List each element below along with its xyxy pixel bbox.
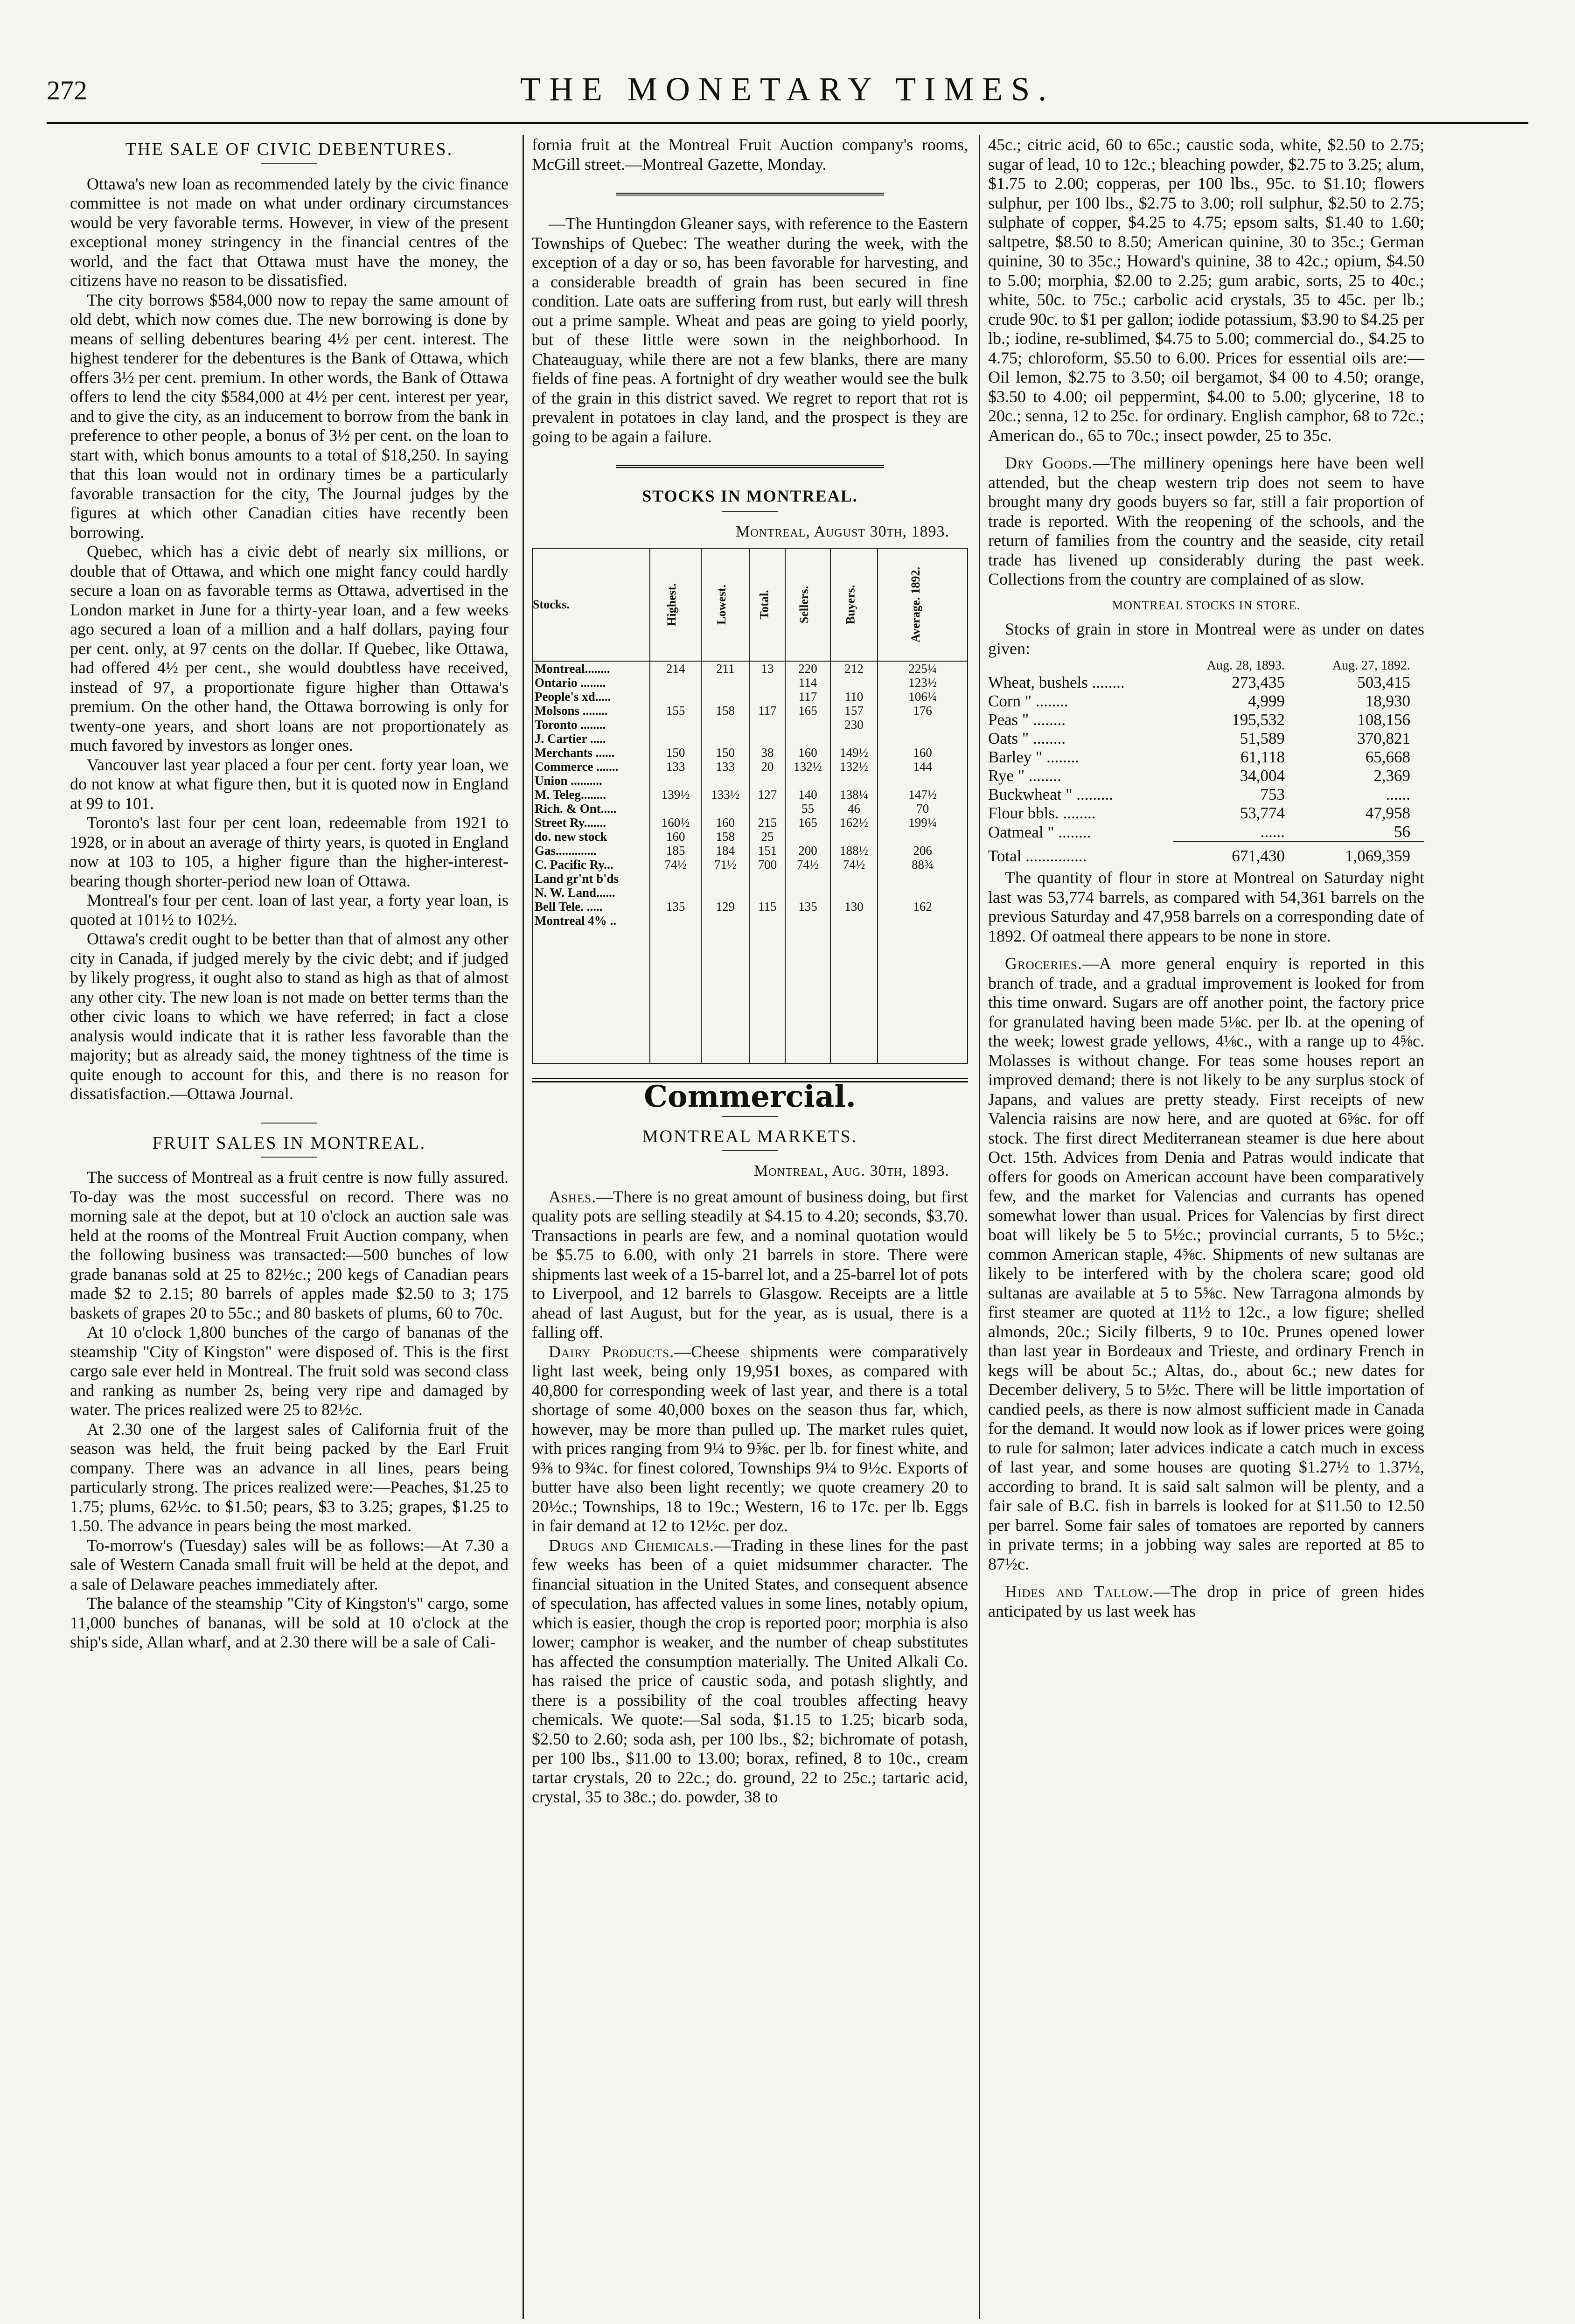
divider (616, 193, 884, 195)
table-row (988, 711, 1424, 729)
divider (261, 163, 317, 164)
paragraph: The city borrows $584,000 now to repay the same amount of old debt, which now comes due. The new borrowing is done by means of selling debentures bearing 4½ per cent. interest. The highest tenderer for the debentures is the Bank of Ottawa, which offers 3½ per cent. premium. In other words, the Bank of Ottawa offers to lend the city $584,000 at 4½ per cent. interest per year, and to give the city, as an inducement to borrow from the bank in preference to other people, a bonus of 3½ per cent. on the loan to start with, which bonus amounts to a total of $18,250. In saying that this loan would not in ordinary times be a particularly favorable transaction for the city, The Journal judges by the figures at which other Canadian cities have recently been borrowing. (70, 290, 509, 542)
table-cell (650, 872, 701, 886)
table-total-row (988, 842, 1424, 865)
divider (261, 1123, 317, 1124)
table-cell: Montreal........ (532, 661, 650, 676)
headline-montreal-markets: MONTREAL MARKETS. (642, 1126, 858, 1146)
table-cell: 74½ (650, 858, 701, 872)
table-cell: Commerce ....... (532, 760, 650, 774)
table-cell: 74½ (785, 858, 830, 872)
table-cell: 13 (749, 661, 785, 676)
table-cell: 53,774 (1240, 804, 1285, 822)
table-cell: 47,958 (1365, 804, 1410, 822)
table-cell: 1,069,359 (1299, 842, 1424, 865)
table-cell: Total ............... (988, 846, 1087, 865)
run-in-label: Dry Goods. (1005, 454, 1093, 472)
table-cell (830, 886, 878, 900)
table-cell: 46 (830, 802, 878, 816)
table-cell: N. W. Land...... (532, 886, 650, 900)
table-cell: 71½ (701, 858, 749, 872)
table-cell: 88¾ (878, 858, 968, 872)
table-cell: C. Pacific Ry... (532, 858, 650, 872)
table-cell (785, 872, 830, 886)
table-cell (878, 732, 968, 746)
table-cell: Ontario ........ (532, 676, 650, 690)
table-cell (701, 718, 749, 732)
table-cell (878, 718, 968, 732)
table-cell: 61,118 (1240, 748, 1285, 766)
table-cell: 130 (830, 900, 878, 914)
paragraph-dairy (532, 1342, 968, 1536)
table-cell: 753 (1260, 785, 1285, 803)
table-cell (830, 774, 878, 788)
table-cell: 115 (749, 900, 785, 914)
table-cell: 133½ (701, 788, 749, 802)
table-cell: 117 (785, 690, 830, 704)
table-cell: 184 (701, 844, 749, 858)
table-cell (749, 732, 785, 746)
table-cell: 132½ (785, 760, 830, 774)
table-row (532, 718, 968, 732)
paragraph: Ottawa's new loan as recommended lately by the civic finance committee is not made on what under ordinary circumstances would be very favorable terms. However, in view of the present exceptional money stringency in the financial centres of the world, and the fact that Ottawa must have the money, the citizens have no reason to be dissatisfied. (70, 174, 509, 290)
column-2 (532, 135, 968, 1807)
divider (722, 1150, 778, 1151)
divider (261, 1157, 317, 1158)
table-cell: 162 (878, 900, 968, 914)
table-cell: 38 (749, 746, 785, 760)
table-cell: Molsons ........ (532, 704, 650, 718)
table-row (532, 788, 968, 802)
table-cell (785, 774, 830, 788)
table-cell: 123½ (878, 676, 968, 690)
column-header (785, 548, 830, 661)
table-cell (650, 732, 701, 746)
table-cell: 150 (701, 746, 749, 760)
table-cell: 230 (830, 718, 878, 732)
table-cell: Merchants ...... (532, 746, 650, 760)
table-cell: 155 (650, 704, 701, 718)
column-header-text: Sellers. (797, 586, 811, 624)
paragraph: fornia fruit at the Montreal Fruit Auction company's rooms, McGill street.—Montreal Gazette, Monday. (532, 135, 968, 174)
column-1 (70, 135, 509, 1652)
table-cell: M. Teleg........ (532, 788, 650, 802)
section-heading-commercial: Commercial. (644, 1079, 856, 1114)
table-cell: Buckwheat " ......... (988, 785, 1113, 803)
table-cell: 139½ (650, 788, 701, 802)
table-cell (701, 872, 749, 886)
paragraph: —The Huntingdon Gleaner says, with reference to the Eastern Townships of Quebec: The weather during the week, with the exception of a day or so, has been favorable for harvesting, and a considerable breadth of grain has been secured in fine condition. Late oats are suffering from rust, but early will thresh out a prime sample. Wheat and peas are going to yield poorly, but of these little were sown in the neighborhood. In Chateauguay, while there are not a few blanks, there are many fields of fine peas. A fortnight of dry weather would see the bulk of the grain in this district saved. We regret to report that rot is prevalent in potatoes in clay land, and the prospect is they are going to be again a failure. (532, 214, 968, 446)
table-row (532, 914, 968, 928)
table-cell (650, 676, 701, 690)
table-cell: 108,156 (1357, 711, 1410, 729)
table-row (988, 823, 1424, 842)
table-cell: Oatmeal " ........ (988, 823, 1091, 841)
headline-civic-debentures: THE SALE OF CIVIC DEBENTURES. (125, 140, 453, 159)
table-row (532, 858, 968, 872)
table-row (532, 830, 968, 844)
table-cell (785, 732, 830, 746)
run-in-label: Groceries. (1005, 954, 1082, 973)
table-cell (878, 914, 968, 928)
table-cell: 162½ (830, 816, 878, 830)
table-row (532, 886, 968, 900)
table-row (532, 900, 968, 914)
column-header (749, 548, 785, 661)
table-cell: Rich. & Ont..... (532, 802, 650, 816)
column-header (878, 548, 968, 661)
paragraph: Toronto's last four per cent loan, redeemable from 1921 to 1928, or in about an average of thirty years, is quoted in England now at 103 to 105, a higher figure than the higher-interest-bearing though shorter-period new loan of Ottawa. (70, 813, 509, 890)
table-cell: do. new stock (532, 830, 650, 844)
table-cell (749, 718, 785, 732)
table-cell: 65,668 (1365, 748, 1410, 766)
column-header-text: Stocks. (533, 598, 570, 611)
column-header (701, 548, 749, 661)
column-header-text: Total. (758, 590, 772, 620)
table-cell: 671,430 (1173, 842, 1299, 865)
table-cell: 25 (749, 830, 785, 844)
table-cell: 20 (749, 760, 785, 774)
stocks-title: STOCKS IN MONTREAL. (642, 487, 858, 505)
table-cell: 157 (830, 704, 878, 718)
table-cell: 211 (701, 661, 749, 676)
table-cell (749, 914, 785, 928)
table-cell: 503,415 (1357, 673, 1410, 691)
table-row (988, 748, 1424, 767)
table-row (988, 692, 1424, 711)
table-cell: 138¼ (830, 788, 878, 802)
table-row (532, 732, 968, 746)
stocks-table (532, 548, 968, 1064)
table-cell (701, 886, 749, 900)
table-cell: Toronto ........ (532, 718, 650, 732)
table-cell: 199¼ (878, 816, 968, 830)
table-cell: 200 (785, 844, 830, 858)
column-header-text: Buyers. (843, 585, 857, 625)
column-header (532, 548, 650, 661)
table-cell: 700 (749, 858, 785, 872)
table-cell: People's xd..... (532, 690, 650, 704)
table-cell: 212 (830, 661, 878, 676)
column-header (650, 548, 701, 661)
table-cell: 135 (785, 900, 830, 914)
table-cell: 144 (878, 760, 968, 774)
table-row (532, 690, 968, 704)
table-cell: 149½ (830, 746, 878, 760)
table-cell (830, 914, 878, 928)
table-cell: 147½ (878, 788, 968, 802)
table-cell (650, 690, 701, 704)
table-cell (650, 774, 701, 788)
column-header-text: Lowest. (715, 585, 729, 625)
grain-table (988, 658, 1424, 865)
page-number: 272 (47, 75, 87, 105)
newspaper-title: THE MONETARY TIMES. (520, 70, 1055, 108)
masthead (28, 70, 1547, 121)
table-cell: 160 (701, 816, 749, 830)
table-cell (749, 676, 785, 690)
table-cell (785, 886, 830, 900)
table-cell: Oats " ........ (988, 729, 1066, 747)
table-row (532, 746, 968, 760)
table-cell: 225¼ (878, 661, 968, 676)
column-header-text: Average. 1892. (909, 567, 923, 642)
table-cell: 4,999 (1248, 692, 1285, 710)
paragraph: At 2.30 one of the largest sales of California fruit of the season was held, the fruit being packed by the Earl Fruit company. There was an advance in all lines, pears being particularly strong. The prices realized were:—Peaches, $1.25 to 1.75; plums, 62½c. to $1.50; pears, $3 to 3.25; grapes, $1.25 to 1.50. The advance in pears being the most marked. (70, 1419, 509, 1535)
table-cell (785, 718, 830, 732)
table-cell: Flour bbls. ........ (988, 804, 1096, 822)
paragraph-text: —The millinery openings here have been well attended, but the cheap western trip does not seem to have brought many dry goods buyers so far, still a fair proportion of trade is reported. With the reopening of the schools, and the return of families from the country and the seaside, city retail trade has livened up considerably during the past week. Collections from the country are complained of as slow. (988, 454, 1424, 588)
subheading-stocks-in-store: MONTREAL STOCKS IN STORE. (1112, 598, 1300, 612)
divider (722, 511, 778, 512)
table-cell: 133 (650, 760, 701, 774)
table-cell (650, 718, 701, 732)
paragraph: Ottawa's credit ought to be better than that of almost any other city in Canada, if judged merely by the civic debt; and if judged by likely progress, it ought also to stand as high as that of almost any other city. The new loan is not made on better terms than the other civic loans to which we have referred; in fact a close analysis would indicate that it is rather less favorable than the majority; but as already said, the money tightness of the time is quite enough to account for this, and there is no reason for dissatisfaction.—Ottawa Journal. (70, 929, 509, 1103)
table-cell: 158 (701, 830, 749, 844)
table-cell: 165 (785, 704, 830, 718)
table-cell: Street Ry....... (532, 816, 650, 830)
table-cell: 55 (785, 802, 830, 816)
paragraph-hides (988, 1582, 1424, 1621)
table-cell: 165 (785, 816, 830, 830)
table-row (988, 673, 1424, 692)
paragraph-text: —There is no great amount of business doing, but first quality pots are selling steadily at $4.15 to 4.20; seconds, $3.70. Transactions in pearls are few, and a nominal quotation would be $5.75 to 6.00, with only 21 barrels in store. There were shipments last week of a 15-barrel lot, and a 25-barrel lot of pots to Liverpool, and 12 barrels to Glasgow. Receipts are a little ahead of last August, but for the year, as is usual, there is a falling off. (532, 1187, 968, 1341)
table-cell (878, 830, 968, 844)
run-in-label: Drugs and Chemicals. (549, 1535, 714, 1555)
paragraph: The balance of the steamship "City of Kingston's" cargo, some 11,000 bunches of bananas, will be sold at 10 o'clock at the ship's side, Allan wharf, and at 2.30 there will be a sale of Cali- (70, 1594, 509, 1651)
table-row (988, 729, 1424, 748)
paragraph-dry-goods (988, 454, 1424, 589)
table-cell (749, 774, 785, 788)
paragraph: Vancouver last year placed a four per cent. forty year loan, we do not know at what figure then, but it is quoted now in England at 99 to 101. (70, 755, 509, 813)
table-cell: 129 (701, 900, 749, 914)
table-cell: Bell Tele. ..... (532, 900, 650, 914)
header-rule (47, 122, 1528, 124)
table-row (988, 767, 1424, 785)
table-row (532, 774, 968, 788)
table-cell (830, 872, 878, 886)
paragraph-groceries (988, 954, 1424, 1574)
paragraph: The quantity of flour in store at Montreal on Saturday night last was 53,774 barrels, as compared with 54,361 barrels on the previous Saturday and 47,958 barrels on a corresponding date of 1892. Of oatmeal there appears to be none in store. (988, 868, 1424, 945)
table-cell: 160½ (650, 816, 701, 830)
table-row (532, 802, 968, 816)
paragraph: Montreal's four per cent. loan of last year, a forty year loan, is quoted at 101½ to 102½. (70, 891, 509, 929)
table-cell (749, 886, 785, 900)
paragraph: 45c.; citric acid, 60 to 65c.; caustic soda, white, $2.50 to 2.75; sugar of lead, 10 to 12c.; bleaching powder, $2.75 to 3.25; alum, $1.75 to 2.00; copperas, per 100 lbs., 95c. to $1.10; flowers sulphur, per 100 lbs., $2.75 to 3.00; roll sulphur, $2.50 to 2.75; sulphate of copper, $4.25 to 4.75; epsom salts, $1.40 to 1.60; saltpetre, $8.50 to 8.50; American quinine, 30 to 35c.; German quinine, 30 to 35c.; Howard's quinine, 38 to 42c.; opium, $4.50 to 5.00; morphia, $2.00 to 2.25; gum arabic, sorts, 25 to 40c.; white, 50c. to 75c.; carbolic acid crystals, 35 to 45c. per lb.; crude 90c. to $1 per gallon; iodide potassium, $3.90 to $4.25 per lb.; iodine, re-sublimed, $4.75 to 5.00; commercial do., $4.25 to 4.75; chloroform, $5.50 to 6.00. Prices for essential oils are:—Oil lemon, $2.75 to 3.50; oil bergamot, $4 00 to 4.50; orange, $3.50 to 4.00; oil peppermint, $4.00 to 5.00; glycerine, 18 to 20c.; senna, 12 to 25c. for ordinary. English camphor, 68 to 72c.; American do., 65 to 70c.; insect powder, 25 to 35c. (988, 135, 1425, 445)
table-row (532, 704, 968, 718)
table-cell: J. Cartier ..... (532, 732, 650, 746)
column-divider-1 (523, 135, 524, 2319)
table-cell (830, 676, 878, 690)
paragraph: To-morrow's (Tuesday) sales will be as follows:—At 7.30 a sale of Western Canada small fruit will be held at the depot, and a sale of Delaware peaches immediately after. (70, 1535, 509, 1593)
table-cell: 215 (749, 816, 785, 830)
table-cell: 133 (701, 760, 749, 774)
run-in-label: Ashes. (549, 1187, 597, 1206)
table-cell (830, 830, 878, 844)
table-cell: 185 (650, 844, 701, 858)
divider (722, 1116, 778, 1117)
run-in-label: Hides and Tallow. (1005, 1582, 1154, 1601)
table-row (988, 785, 1424, 804)
paragraph-text: —Cheese shipments were comparatively light last week, being only 19,951 boxes, as compared with 40,800 for corresponding week of last year, and there is a total shortage of some 40,000 boxes on the season thus far, which, however, may be more than pulled up. The market rules quiet, with prices ranging from 9¼ to 9⅝c. per lb. for finest white, and 9⅜ to 9¾c. for finest colored, Townships 9¼ to 9½c. Exports of butter have also been light recently; we quote creamery 20 to 20½c.; Townships, 18 to 19c.; Western, 16 to 17c. per lb. Eggs in fair demand at 12 to 12½c. per doz. (532, 1342, 968, 1535)
table-cell: 195,532 (1232, 711, 1285, 729)
table-row (988, 804, 1424, 823)
table-cell: 370,821 (1357, 729, 1410, 747)
paragraph: At 10 o'clock 1,800 bunches of the cargo of bananas of the steamship "City of Kingston" were disposed of. This is the first cargo sale ever held in Montreal. The fruit sold was second class and ranking as number 2s, being very ripe and damaged by water. The prices realized were 25 to 82½c. (70, 1323, 509, 1419)
table-cell: 188½ (830, 844, 878, 858)
table-cell: Union .......... (532, 774, 650, 788)
table-cell: Land gr'nt b'ds (532, 872, 650, 886)
column-3 (988, 135, 1424, 1621)
table-cell: 110 (830, 690, 878, 704)
table-row (532, 872, 968, 886)
table-cell (650, 802, 701, 816)
table-cell: Montreal 4% .. (532, 914, 650, 928)
table-cell: Barley " ........ (988, 748, 1080, 766)
paragraph-text: —Trading in these lines for the past few weeks has been of a quiet midsummer character. The financial situation in the United States, and consequent absence of speculation, has affected values in some lines, notably opium, which is easier, though the crop is reported poor; morphia is also lower; camphor is weaker, and the number of cheap substitutes has affected the consumption materially. The United Alkali Co. has raised the price of caustic soda, and potash slightly, and there is a possibility of the coal troubles affecting heavy chemicals. We quote:—Sal soda, $1.15 to 1.25; bicarb soda, $2.50 to 2.60; soda ash, per 100 lbs., $2; bichromate of potash, per 100 lbs., $11.00 to 13.00; borax, refined, 8 to 10c., cream tartar crystals, 20 to 22c.; do. ground, 22 to 25c.; tartaric acid, crystal, 35 to 38c.; do. powder, 38 to (532, 1535, 968, 1806)
table-cell: 220 (785, 661, 830, 676)
paragraph-drugs (532, 1536, 968, 1807)
table-row (532, 844, 968, 858)
table-cell: 160 (650, 830, 701, 844)
table-cell: 34,004 (1240, 767, 1285, 785)
table-cell: Gas............. (532, 844, 650, 858)
table-cell: 151 (749, 844, 785, 858)
table-row (532, 661, 968, 676)
table-cell (878, 774, 968, 788)
table-row (532, 676, 968, 690)
table-cell: Rye " ........ (988, 767, 1061, 785)
table-filler-row (532, 928, 968, 1063)
table-cell (830, 732, 878, 746)
headline-fruit-sales: FRUIT SALES IN MONTREAL. (152, 1133, 426, 1153)
table-cell: 150 (650, 746, 701, 760)
table-cell: 70 (878, 802, 968, 816)
column-header-text: Highest. (664, 583, 678, 626)
column-header: Aug. 27, 1892. (1332, 658, 1410, 673)
stocks-dateline: Montreal, August 30th, 1893. (736, 523, 949, 540)
table-cell: 114 (785, 676, 830, 690)
table-cell: Wheat, bushels ........ (988, 673, 1125, 691)
column-divider-2 (979, 135, 980, 2319)
table-cell: ...... (1260, 823, 1285, 841)
table-cell (701, 914, 749, 928)
column-header: Aug. 28, 1893. (1206, 658, 1285, 673)
table-cell: 117 (749, 704, 785, 718)
table-cell (701, 690, 749, 704)
table-cell (701, 732, 749, 746)
column-header (830, 548, 878, 661)
table-cell (749, 802, 785, 816)
paragraph-ashes (532, 1187, 968, 1342)
table-cell (749, 872, 785, 886)
paragraph-text: —A more general enquiry is reported in this branch of trade, and a gradual improvement is looked for from this time onward. Sugars are off another point, the factory price for granulated having been made 5⅛c. per lb. at the opening of the week; lowest grade yellows, 4⅛c., with a range up to 4⅝c. Molasses is without change. For teas some houses report an improved demand; there is not likely to be any surplus stock of Japans, and values are pretty steady. First receipts of new Valencia raisins are now here, and are quoted at 6⅝c. for off stock. The first direct Mediterranean steamer is due here about Oct. 15th. Advices from Denia and Patras would indicate that offers for goods on American account have been comparatively few, and the market for Valencias and currants has opened somewhat lower than usual. Prices for Valencias by first direct boat will likely be 5 to 5½c.; provincial currants, 5 to 5½c.; common American staple, 4⅝c. Shipments of new sultanas are likely to be interfered with by the cholera scare; good old sultanas are available at 5 to 5⅝c. New Tarragona almonds by first steamer are quoted at 11½ to 12c., a low figure; shelled almonds, 20c.; Sicily filberts, 9 to 10c. Prunes opened lower than last year in Bordeaux and Trieste, and ordinary French in kegs will be about 5c.; Altas, do., about 6c.; new dates for December delivery, 5 to 5½c. There will be little importation of candied peels, as there is now almost sufficient made in Canada for the demand. It would now look as if lower prices were going to rule for salmon; later advices indicate a catch much in excess of last year, and some houses are quoting $1.27½ to 1.37½, according to brand. It is said salt salmon will be plenty, and a fair sale of B.C. fish in barrels is looked for at $11.50 to 12.50 per barrel. Some fair sales of tomatoes are reported by canners in private terms; in a jobbing way sales are reported at 85 to 87½c. (988, 954, 1424, 1573)
table-cell: 160 (878, 746, 968, 760)
table-cell: 214 (650, 661, 701, 676)
table-cell: Peas " ........ (988, 711, 1066, 729)
table-cell: 135 (650, 900, 701, 914)
table-cell: ...... (1386, 785, 1410, 803)
table-cell: 158 (701, 704, 749, 718)
table-cell (650, 886, 701, 900)
table-cell: 160 (785, 746, 830, 760)
paragraph: Quebec, which has a civic debt of nearly six millions, or double that of Ottawa, and which one might fancy could hardly secure a loan on as favorable terms as Ottawa, advertised in the London market in June for a thirty-year loan, and a few weeks ago secured a loan of a million and a half dollars, paying four per cent. only, at 97 cents on the dollar. If Quebec, like Ottawa, had offered 4½ per cent., she would doubtless have received, instead of 97, a proportionate figure higher than Ottawa's premium. On the other hand, the Ottawa borrowing is only for twenty-one years, and short loans are not proportionately as much favored by investors as longer ones. (70, 542, 509, 754)
table-cell: 206 (878, 844, 968, 858)
table-cell: 51,589 (1240, 729, 1285, 747)
table-cell: 127 (749, 788, 785, 802)
table-row (532, 760, 968, 774)
divider (616, 465, 884, 468)
paragraph-text: —The drop in price of green hides anticipated by us last week has (988, 1582, 1424, 1620)
table-cell: Corn " ........ (988, 692, 1068, 710)
table-cell (650, 914, 701, 928)
table-cell: 106¼ (878, 690, 968, 704)
table-cell: 132½ (830, 760, 878, 774)
paragraph: The success of Montreal as a fruit centre is now fully assured. To-day was the most successful on record. There was no morning sale at the depot, but at 10 o'clock an auction sale was held at the rooms of the Montreal Fruit Auction company, when the following business was transacted:—500 bunches of low grade bananas sold at 25 to 82½c.; 200 kegs of Canadian pears made $2 to 2.15; 80 barrels of apples made $2.50 to 3; 175 baskets of grapes 20 to 55c.; and 80 baskets of plums, 60 to 70c. (70, 1168, 509, 1322)
table-cell (878, 886, 968, 900)
table-cell (749, 690, 785, 704)
table-cell (701, 676, 749, 690)
markets-dateline: Montreal, Aug. 30th, 1893. (753, 1162, 949, 1179)
table-cell: 18,930 (1365, 692, 1410, 710)
table-row (532, 816, 968, 830)
table-cell (701, 774, 749, 788)
table-cell: 74½ (830, 858, 878, 872)
table-cell (701, 802, 749, 816)
table-cell: 176 (878, 704, 968, 718)
table-cell: 273,435 (1232, 673, 1285, 691)
table-cell (785, 914, 830, 928)
run-in-label: Dairy Products. (549, 1342, 675, 1361)
paragraph: Stocks of grain in store in Montreal were as under on dates given: (988, 620, 1424, 658)
table-cell (878, 872, 968, 886)
table-cell (785, 830, 830, 844)
table-cell: 56 (1394, 823, 1410, 841)
table-cell: 2,369 (1373, 767, 1410, 785)
table-cell: 140 (785, 788, 830, 802)
